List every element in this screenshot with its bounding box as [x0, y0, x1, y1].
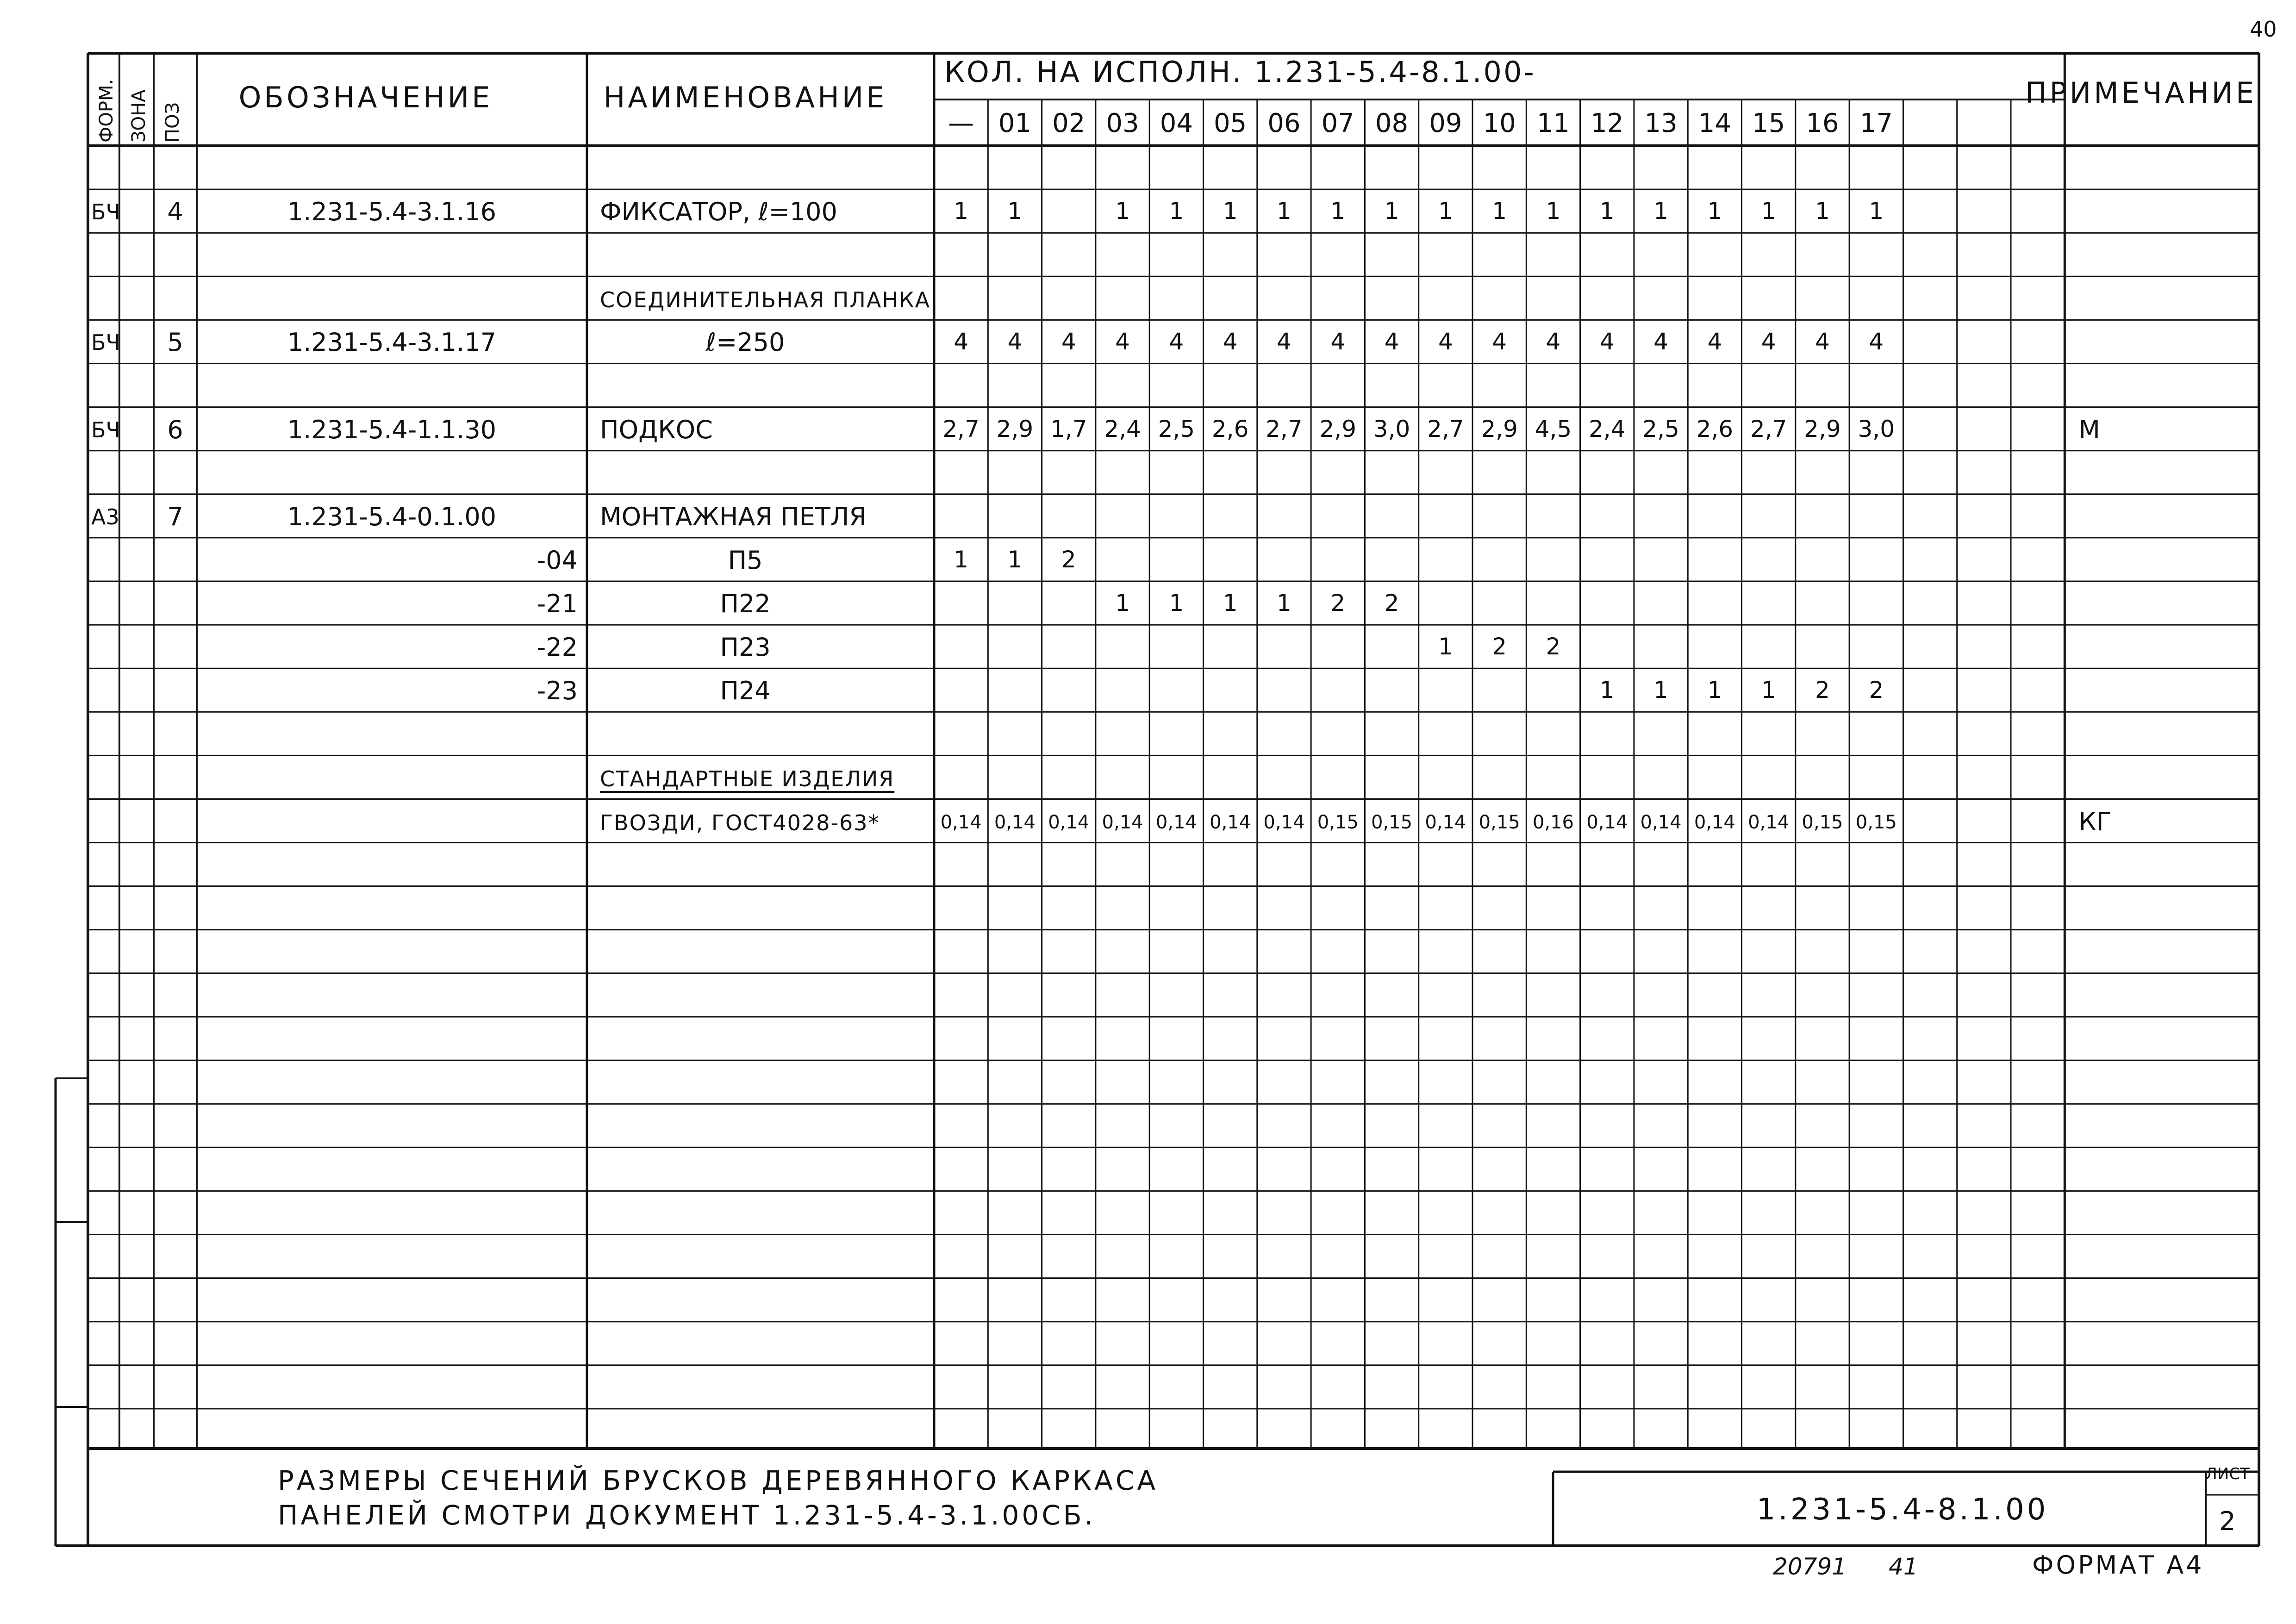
footer-doc-code: 1.231-5.4-8.1.00	[1756, 1493, 2049, 1527]
qty-cell: 4	[1869, 328, 1884, 355]
header-zone: ЗОНА	[128, 89, 150, 143]
qty-cell: 0,14	[1640, 811, 1682, 833]
row-position: 6	[167, 415, 183, 444]
qty-cell: 0,14	[1210, 811, 1251, 833]
qty-cell: 1	[1599, 198, 1615, 225]
variant-header-1: 01	[998, 108, 1032, 138]
row-position: 5	[167, 328, 183, 357]
qty-cell: 2,7	[1427, 415, 1464, 442]
qty-cell: 2,6	[1211, 415, 1249, 442]
qty-cell: 1	[1869, 198, 1884, 225]
footer-format: ФОРМАТ А4	[2032, 1550, 2204, 1580]
row-name: П5	[728, 545, 763, 575]
row-note: М	[2078, 415, 2100, 444]
qty-cell: 1	[1492, 198, 1507, 225]
qty-cell: 4	[1330, 328, 1346, 355]
qty-cell: 2,7	[942, 415, 980, 442]
qty-cell: 2	[1384, 590, 1399, 616]
qty-cell: 1,7	[1050, 415, 1087, 442]
qty-cell: 1	[1761, 677, 1776, 704]
qty-cell: 4	[1277, 328, 1292, 355]
row-form: БЧ	[91, 199, 121, 225]
qty-cell: 1	[1438, 633, 1453, 660]
row-name: П22	[720, 589, 771, 618]
qty-cell: 1	[1546, 198, 1561, 225]
header-name: НАИМЕНОВАНИЕ	[603, 81, 887, 114]
qty-cell: 3,0	[1373, 415, 1410, 442]
qty-cell: 0,15	[1479, 811, 1520, 833]
header-pos: ПОЗ	[162, 102, 183, 143]
qty-cell: 1	[1007, 546, 1023, 573]
qty-cell: 4	[1599, 328, 1615, 355]
row-form: БЧ	[91, 417, 121, 442]
row-designation: -23	[537, 676, 578, 706]
qty-cell: 1	[1115, 590, 1130, 616]
header-form: ФОРМ.	[96, 79, 117, 143]
qty-cell: 2,4	[1104, 415, 1141, 442]
qty-cell: 1	[1707, 677, 1722, 704]
variant-header-13: 13	[1644, 108, 1678, 138]
row-position: 7	[167, 502, 183, 531]
row-designation: 1.231-5.4-3.1.17	[287, 328, 497, 357]
qty-cell: 1	[1223, 590, 1238, 616]
row-note: КГ	[2078, 807, 2112, 836]
qty-cell: 4	[1707, 328, 1722, 355]
row-name: ПОДКОС	[600, 415, 713, 444]
qty-cell: 0,14	[1694, 811, 1735, 833]
footer-remark-line1: РАЗМЕРЫ СЕЧЕНИЙ БРУСКОВ ДЕРЕВЯННОГО КАРКАСА	[278, 1465, 1159, 1496]
qty-cell: 2,7	[1750, 415, 1787, 442]
variant-header-11: 11	[1536, 108, 1570, 138]
footer-sheet-label: ЛИСТ	[2205, 1465, 2250, 1483]
qty-cell: 0,15	[1855, 811, 1897, 833]
row-designation: 1.231-5.4-3.1.16	[287, 197, 497, 227]
qty-cell: 4	[1384, 328, 1399, 355]
qty-cell: 0,15	[1802, 811, 1843, 833]
qty-cell: 2	[1492, 633, 1507, 660]
row-designation: -22	[537, 633, 578, 662]
header-qty-title: КОЛ. НА ИСПОЛН. 1.231-5.4-8.1.00-	[944, 55, 1536, 89]
qty-cell: 1	[954, 546, 969, 573]
row-name: МОНТАЖНАЯ ПЕТЛЯ	[600, 502, 867, 531]
qty-cell: 2,5	[1158, 415, 1195, 442]
qty-cell: 4	[1815, 328, 1830, 355]
qty-cell: 0,14	[940, 811, 982, 833]
qty-cell: 0,14	[994, 811, 1036, 833]
qty-cell: 4	[1007, 328, 1023, 355]
qty-cell: 4	[1492, 328, 1507, 355]
qty-cell: 1	[1330, 198, 1346, 225]
qty-cell: 4,5	[1535, 415, 1572, 442]
footer-archive-suffix: 41	[1889, 1553, 1918, 1580]
row-position: 4	[167, 197, 183, 227]
row-designation: -21	[537, 589, 578, 618]
qty-cell: 2,6	[1696, 415, 1734, 442]
row-name: П23	[720, 633, 771, 662]
qty-cell: 4	[1115, 328, 1130, 355]
qty-cell: 0,14	[1048, 811, 1090, 833]
qty-cell: 1	[1815, 198, 1830, 225]
variant-header-12: 12	[1591, 108, 1624, 138]
qty-cell: 4	[1653, 328, 1668, 355]
qty-cell: 0,14	[1155, 811, 1197, 833]
qty-cell: 0,14	[1102, 811, 1143, 833]
qty-cell: 1	[1277, 590, 1292, 616]
qty-cell: 1	[1653, 198, 1668, 225]
variant-header-0: —	[948, 108, 974, 138]
qty-cell: 3,0	[1858, 415, 1895, 442]
footer-remark-line2: ПАНЕЛЕЙ СМОТРИ ДОКУМЕНТ 1.231-5.4-3.1.00СБ.	[278, 1500, 1096, 1531]
row-form: БЧ	[91, 330, 121, 355]
row-name: СОЕДИНИТЕЛЬНАЯ ПЛАНКА	[600, 287, 931, 313]
qty-cell: 4	[1546, 328, 1561, 355]
qty-cell: 2,9	[996, 415, 1034, 442]
header-designation: ОБОЗНАЧЕНИЕ	[238, 81, 493, 114]
variant-header-8: 08	[1375, 108, 1409, 138]
row-name: СТАНДАРТНЫЕ ИЗДЕЛИЯ	[600, 766, 895, 792]
variant-header-7: 07	[1321, 108, 1354, 138]
header-note: ПРИМЕЧАНИЕ	[2025, 76, 2257, 110]
qty-cell: 1	[954, 198, 969, 225]
variant-header-17: 17	[1859, 108, 1893, 138]
qty-cell: 2,9	[1319, 415, 1357, 442]
qty-cell: 4	[1223, 328, 1238, 355]
qty-cell: 1	[1115, 198, 1130, 225]
qty-cell: 2,5	[1642, 415, 1679, 442]
qty-cell: 1	[1007, 198, 1023, 225]
qty-cell: 1	[1761, 198, 1776, 225]
qty-cell: 1	[1384, 198, 1399, 225]
row-designation: 1.231-5.4-1.1.30	[287, 415, 497, 444]
qty-cell: 2	[1330, 590, 1346, 616]
variant-header-10: 10	[1483, 108, 1516, 138]
qty-cell: 0,15	[1371, 811, 1413, 833]
qty-cell: 2	[1869, 677, 1884, 704]
qty-cell: 0,14	[1748, 811, 1790, 833]
qty-cell: 4	[1761, 328, 1776, 355]
qty-cell: 1	[1653, 677, 1668, 704]
qty-cell: 2	[1546, 633, 1561, 660]
row-form: А3	[91, 504, 119, 529]
variant-header-3: 03	[1106, 108, 1139, 138]
row-designation: 1.231-5.4-0.1.00	[287, 502, 497, 531]
qty-cell: 1	[1599, 677, 1615, 704]
row-designation: -04	[537, 545, 578, 575]
qty-cell: 1	[1169, 590, 1184, 616]
qty-cell: 0,15	[1317, 811, 1359, 833]
qty-cell: 2,7	[1266, 415, 1303, 442]
variant-header-6: 06	[1267, 108, 1301, 138]
qty-cell: 2	[1061, 546, 1076, 573]
variant-header-14: 14	[1698, 108, 1731, 138]
footer-archive-number: 20791	[1773, 1553, 1847, 1580]
variant-header-4: 04	[1160, 108, 1193, 138]
page-number: 40	[2250, 17, 2277, 42]
footer-sheet-number: 2	[2219, 1506, 2236, 1537]
qty-cell: 1	[1169, 198, 1184, 225]
variant-header-9: 09	[1429, 108, 1462, 138]
row-name: ГВОЗДИ, ГОСТ4028-63*	[600, 810, 880, 835]
qty-cell: 1	[1223, 198, 1238, 225]
qty-cell: 2,9	[1804, 415, 1841, 442]
qty-cell: 1	[1277, 198, 1292, 225]
variant-header-16: 16	[1806, 108, 1839, 138]
row-name: ℓ=250	[705, 328, 785, 357]
qty-cell: 4	[1061, 328, 1076, 355]
qty-cell: 1	[1707, 198, 1722, 225]
variant-header-2: 02	[1052, 108, 1086, 138]
qty-cell: 4	[1169, 328, 1184, 355]
qty-cell: 2	[1815, 677, 1830, 704]
variant-header-15: 15	[1752, 108, 1785, 138]
qty-cell: 0,16	[1532, 811, 1574, 833]
qty-cell: 0,14	[1586, 811, 1628, 833]
qty-cell: 2,4	[1588, 415, 1626, 442]
row-name: П24	[720, 676, 771, 706]
qty-cell: 0,14	[1263, 811, 1305, 833]
qty-cell: 4	[1438, 328, 1453, 355]
qty-cell: 4	[954, 328, 969, 355]
qty-cell: 1	[1438, 198, 1453, 225]
qty-cell: 0,14	[1425, 811, 1466, 833]
variant-header-5: 05	[1214, 108, 1247, 138]
qty-cell: 2,9	[1481, 415, 1518, 442]
row-name: ФИКСАТОР, ℓ=100	[600, 197, 837, 227]
